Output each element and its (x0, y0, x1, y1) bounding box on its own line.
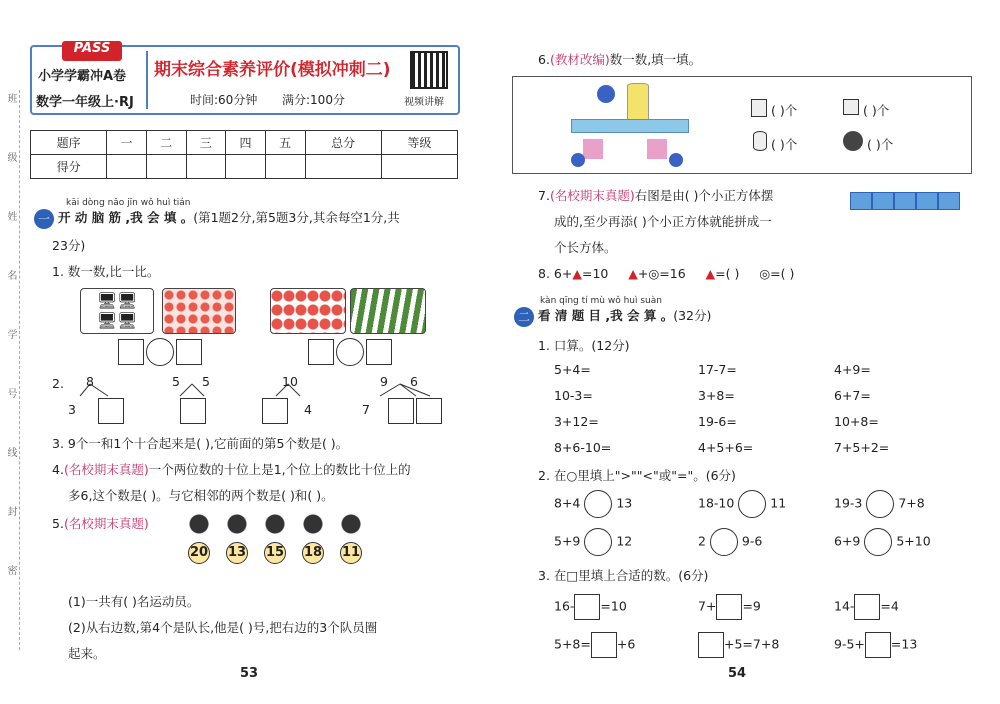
binding-char: 密 (7, 566, 18, 577)
compare-item[interactable]: 19-3 7+8 (834, 490, 925, 518)
sphere-icon (843, 131, 863, 151)
sec1-note2: 23分) (52, 238, 86, 253)
binding-char: 名 (7, 271, 18, 282)
peapods-box (350, 288, 426, 334)
q7-line2: 成的,至少再添( )个小正方体就能拼成一 (554, 214, 772, 229)
q4-source: (名校期末真题) (63, 462, 149, 477)
q2-left-1: 3 (68, 402, 76, 417)
q2-label: 2. (52, 376, 64, 391)
q5-tag: 5. (52, 516, 64, 531)
fill-label: 3. 在□里填上合适的数。(6分) (538, 568, 709, 583)
triangle-icon: ▲ (628, 266, 638, 281)
calc-item[interactable]: 10-3= (554, 388, 593, 403)
q5-sub2: (2)从右边数,第4个是队长,他是( )号,把右边的3个队员圈 (68, 620, 378, 635)
score-cell: 五 (265, 131, 305, 155)
video-label: 视频讲解 (404, 97, 444, 108)
q6-source: (教材改编) (549, 52, 610, 67)
q5-line1 (52, 514, 149, 532)
cube-icon (843, 99, 859, 115)
player (298, 514, 328, 576)
q6-answer-4[interactable]: ( )个 (867, 137, 894, 152)
q8-c: + (637, 266, 649, 281)
binding-char: 级 (7, 153, 18, 164)
fill-item[interactable]: 7+ =9 (698, 594, 761, 620)
sec1-note: (第1题2分,第5题3分,其余每空1分,共 (193, 210, 400, 225)
exam-score: 满分:100分 (282, 93, 345, 107)
q6-answer-3[interactable]: ( )个 (771, 137, 798, 152)
brand-logo: PASS (62, 41, 122, 61)
q7-tag: 7. (538, 188, 550, 203)
q2-top-4a: 9 (380, 374, 388, 389)
q7-text: 右图是由( )个小正方体摆 (634, 188, 774, 203)
calc-item[interactable]: 4+9= (834, 362, 871, 377)
score-input[interactable] (305, 155, 381, 179)
calc-item[interactable]: 3+8= (698, 388, 735, 403)
q3-text: 3. 9个一和1个十合起来是( ),它前面的第5个数是( )。 (52, 436, 349, 451)
player-number: 18 (302, 542, 324, 564)
compare-item[interactable]: 6+9 5+10 (834, 528, 931, 556)
fill-item[interactable]: 16- =10 (554, 594, 627, 620)
q5-sub1: (1)一共有( )名运动员。 (68, 594, 200, 609)
q1-label: 1. 数一数,比一比。 (52, 264, 160, 279)
subject-grade: 数学一年级上·RJ (36, 95, 134, 110)
flowers-box (162, 288, 236, 334)
header-box (30, 41, 460, 115)
q2-top-3: 10 (282, 374, 298, 389)
fill-item[interactable]: 14- =4 (834, 594, 899, 620)
q8-f[interactable]: =( ) (770, 266, 795, 281)
q5-sub3: 起来。 (68, 646, 106, 661)
page-number-right: 54 (728, 666, 747, 681)
sec2-pinyin: kàn qīng tí mù wǒ huì suàn (540, 296, 662, 306)
player (260, 514, 290, 576)
q4-text: 一个两位数的十位上是1,个位上的数比十位上的 (148, 462, 411, 477)
q4-line2: 多6,这个数是( )。与它相邻的两个数是( )和( )。 (68, 488, 334, 503)
q6-box (512, 76, 972, 174)
binding-char: 线 (7, 448, 18, 459)
q7-source: (名校期末真题) (549, 188, 635, 203)
compare-item[interactable]: 5+9 12 (554, 528, 632, 556)
q8-b: =10 (581, 266, 609, 281)
binding-char: 号 (7, 389, 18, 400)
q7-line1 (538, 186, 773, 204)
player (222, 514, 252, 576)
circle-target-icon: ◎ (759, 266, 771, 281)
sec1-number: 一 (34, 209, 54, 229)
score-cell: 等级 (381, 131, 457, 155)
q2-top-4b: 6 (410, 374, 418, 389)
calc-item[interactable]: 8+6-10= (554, 440, 612, 455)
sec2-note: (32分) (673, 308, 712, 323)
compare-item[interactable]: 18-10 11 (698, 490, 786, 518)
calc-item[interactable]: 5+4= (554, 362, 591, 377)
player (184, 514, 214, 576)
q2-answer-2[interactable] (180, 398, 206, 424)
sec1-heading (34, 208, 400, 229)
calc-item[interactable]: 19-6= (698, 414, 737, 429)
exam-title: 期末综合素养评价(模拟冲刺二) (154, 60, 391, 80)
q4-tag: 4. (52, 462, 64, 477)
cuboid-icon (751, 99, 767, 117)
q8-a: 6+ (553, 266, 573, 281)
triangle-icon: ▲ (572, 266, 582, 281)
q6-line (538, 50, 701, 68)
binding-char: 学 (7, 330, 18, 341)
score-cell: 题序 (31, 131, 107, 155)
binding-char: 姓 (7, 212, 18, 223)
binding-line (6, 90, 20, 650)
q8-d: =16 (659, 266, 686, 281)
q1-compare-b[interactable] (308, 338, 392, 366)
q8-line (538, 266, 958, 281)
q2-top-2b: 5 (202, 374, 210, 389)
player-number: 15 (264, 542, 286, 564)
score-input[interactable] (186, 155, 226, 179)
header-divider (146, 51, 148, 109)
exam-time: 时间:60分钟 (190, 93, 258, 107)
sec1-title: 开 动 脑 筋 ,我 会 填 。 (57, 210, 194, 225)
q2-top-1: 8 (86, 374, 94, 389)
score-cell: 二 (146, 131, 186, 155)
fill-item[interactable]: 5+8= +6 (554, 632, 635, 658)
q2-answer-4b[interactable] (416, 398, 442, 424)
binding-char: 封 (7, 507, 18, 518)
score-cell: 得分 (31, 155, 107, 179)
circle-target-icon: ◎ (648, 266, 660, 281)
computers-box: 🖥🖥 🖥🖥 (80, 288, 154, 334)
compare-item[interactable]: 2 9-6 (698, 528, 762, 556)
calc-item[interactable]: 4+5+6= (698, 440, 754, 455)
calc-item[interactable]: 3+12= (554, 414, 599, 429)
q6-answer-1[interactable]: ( )个 (771, 103, 798, 118)
series-name: 小学学霸冲A卷 (38, 69, 127, 84)
calc-item[interactable]: 17-7= (698, 362, 737, 377)
q8-label: 8. (538, 266, 550, 281)
player (336, 514, 366, 576)
score-input[interactable] (226, 155, 266, 179)
q4-line1 (52, 460, 411, 478)
q2-right-3: 4 (304, 402, 312, 417)
score-cell: 总分 (305, 131, 381, 155)
sec2-title: 看 清 题 目 ,我 会 算 。 (537, 308, 674, 323)
score-input[interactable] (265, 155, 305, 179)
calc-item[interactable]: 6+7= (834, 388, 871, 403)
fill-item[interactable]: 9-5+ =13 (834, 632, 917, 658)
score-cell: 三 (186, 131, 226, 155)
q6-answer-2[interactable]: ( )个 (863, 103, 890, 118)
q6-text: 数一数,填一填。 (609, 52, 702, 67)
cube-stack-image (850, 192, 960, 210)
q8-e[interactable]: =( ) (715, 266, 740, 281)
q2-answer-4a[interactable] (388, 398, 414, 424)
player-number: 11 (340, 542, 362, 564)
calc-item[interactable]: 7+5+2= (834, 440, 890, 455)
calc-label: 1. 口算。(12分) (538, 338, 630, 353)
player-number: 20 (188, 542, 210, 564)
page-number-left: 53 (240, 666, 259, 681)
score-input[interactable] (107, 155, 147, 179)
q2-left-4: 7 (362, 402, 370, 417)
sec2-heading (514, 306, 711, 327)
qr-code-icon[interactable] (410, 51, 448, 89)
score-table (30, 130, 458, 179)
q1-compare-a[interactable] (118, 338, 202, 366)
building-blocks-image (571, 81, 691, 173)
q2-top-2a: 5 (172, 374, 180, 389)
score-input[interactable] (381, 155, 457, 179)
compare-item[interactable]: 8+4 13 (554, 490, 632, 518)
calc-item[interactable]: 10+8= (834, 414, 879, 429)
player-number: 13 (226, 542, 248, 564)
binding-char: 班 (7, 94, 18, 105)
balloons-box (270, 288, 346, 334)
compare-label: 2. 在○里填上">""<"或"="。(6分) (538, 468, 736, 483)
triangle-icon: ▲ (705, 266, 716, 281)
q5-source: (名校期末真题) (63, 516, 149, 531)
q2-answer-1[interactable] (98, 398, 124, 424)
score-cell: 四 (226, 131, 266, 155)
fill-item[interactable]: +5=7+8 (698, 632, 779, 658)
score-input[interactable] (146, 155, 186, 179)
sec2-number: 二 (514, 307, 534, 327)
cylinder-icon (753, 131, 767, 151)
q7-line3: 个长方体。 (554, 240, 617, 255)
players-row (184, 514, 374, 578)
sec1-pinyin: kāi dòng nǎo jīn wǒ huì tián (66, 198, 191, 208)
q6-tag: 6. (538, 52, 550, 67)
score-cell: 一 (107, 131, 147, 155)
q2-answer-3[interactable] (262, 398, 288, 424)
